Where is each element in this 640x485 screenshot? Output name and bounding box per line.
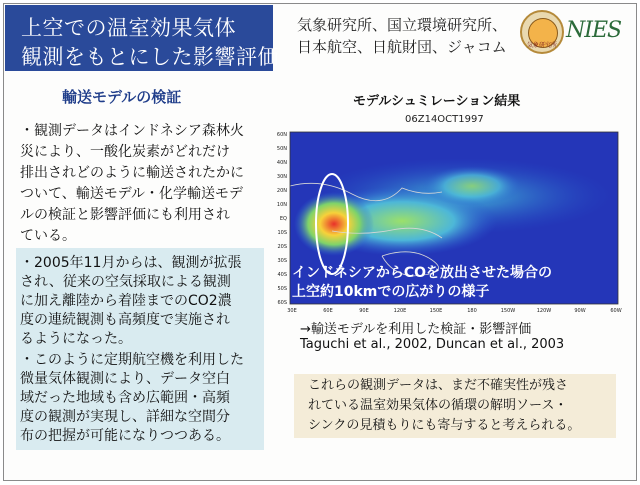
map-heading: モデルシュミレーション結果: [353, 94, 521, 109]
map-lon-label: 120W: [536, 308, 552, 314]
nies-logo: NIES: [566, 18, 622, 43]
box-line: ・このように定期航空機を利用した: [20, 352, 244, 368]
map-lon-label: 60W: [610, 308, 622, 314]
paragraph-1-line: ついて、輸送モデル・化学輸送モデ: [20, 186, 244, 202]
map-lat-label: 40N: [276, 160, 287, 166]
paragraph-1-line: 排出されどのように輸送されたかに: [20, 165, 244, 181]
map-lat-label: 50N: [276, 146, 287, 152]
map-lat-label: 20N: [276, 188, 287, 194]
mri-logo-text: 気象研究所: [526, 42, 557, 49]
map-lat-label: 30N: [276, 174, 287, 180]
map-lon-labels: [287, 308, 621, 314]
box-line: ・2005年11月からは、観測が拡張: [20, 255, 242, 271]
section-heading: 輸送モデルの検証: [62, 88, 182, 106]
note-line: シンクの見積もりにも寄与すると考えられる。: [308, 418, 581, 433]
paragraph-1-line: ルの検証と影響評価にも利用され: [20, 207, 230, 223]
caption-line-2: Taguchi et al., 2002, Duncan et al., 2003: [300, 337, 565, 352]
map-lon-label: 90W: [574, 308, 586, 314]
box-line: に加え離陸から着陸までのCO2濃: [20, 293, 232, 309]
caption-line-1: →輸送モデルを利用した検証・影響評価: [300, 322, 532, 337]
box-line: 度の観測が実現し、詳細な空間分: [20, 409, 230, 425]
box-line: 度の連続観測も高頻度で実施され: [20, 312, 230, 328]
map-lat-label: 10N: [276, 202, 287, 208]
note-line: れている温室効果気体の循環の解明ソース・: [308, 398, 568, 413]
map-lat-label: 60N: [276, 132, 287, 138]
paragraph-1-line: 災により、一酸化炭素がどれだけ: [20, 144, 230, 160]
organizations-line-1: 気象研究所、国立環境研究所、: [297, 16, 508, 34]
map-lon-label: 180: [467, 308, 477, 314]
paragraph-1-line: ・観測データはインドネシア森林火: [20, 123, 244, 139]
map-lat-label: 20S: [277, 244, 287, 250]
map-lat-label: 40S: [277, 272, 287, 278]
note-box: [294, 374, 616, 438]
map-lon-label: 120E: [393, 308, 407, 314]
title-line-2: 観測をもとにした影響評価: [21, 45, 279, 69]
paragraph-1-line: ている。: [20, 228, 76, 244]
title-line-1: 上空での温室効果気体: [21, 16, 236, 40]
map-overlay-line-2: 上空約10kmでの広がりの様子: [292, 284, 490, 300]
box-line: 域だった地域も含め広範囲・高頻: [20, 390, 230, 406]
map-lon-label: 90E: [359, 308, 369, 314]
mri-logo: [520, 10, 564, 54]
organizations-line-2: 日本航空、日航財団、ジャコム: [297, 38, 507, 56]
title-box: [5, 5, 279, 71]
map-lat-labels: [277, 132, 287, 306]
map-lat-label: EQ: [279, 216, 287, 222]
map-date: 06Z14OCT1997: [405, 114, 484, 125]
map-lat-label: 50S: [277, 286, 287, 292]
box-line: るようになった。: [20, 331, 132, 347]
map-lat-label: 10S: [277, 230, 287, 236]
map-lat-label: 60S: [277, 300, 287, 306]
box-line: 微量気体観測により、データ空白: [20, 371, 230, 387]
plume-upper: [422, 166, 522, 206]
plume-core: [294, 192, 374, 256]
map-lon-label: 30E: [287, 308, 297, 314]
map-lon-label: 150W: [500, 308, 516, 314]
map-lat-label: 30S: [277, 258, 287, 264]
map-lon-label: 60E: [323, 308, 333, 314]
box-line: 布の把握が可能になりつつある。: [20, 428, 230, 444]
map-lon-label: 150E: [429, 308, 443, 314]
box-line: され、従来の空気採取による観測: [20, 274, 231, 290]
map-overlay-line-1: インドネシアからCOを放出させた場合の: [292, 265, 553, 281]
note-line: これらの観測データは、まだ不確実性が残さ: [308, 378, 569, 393]
